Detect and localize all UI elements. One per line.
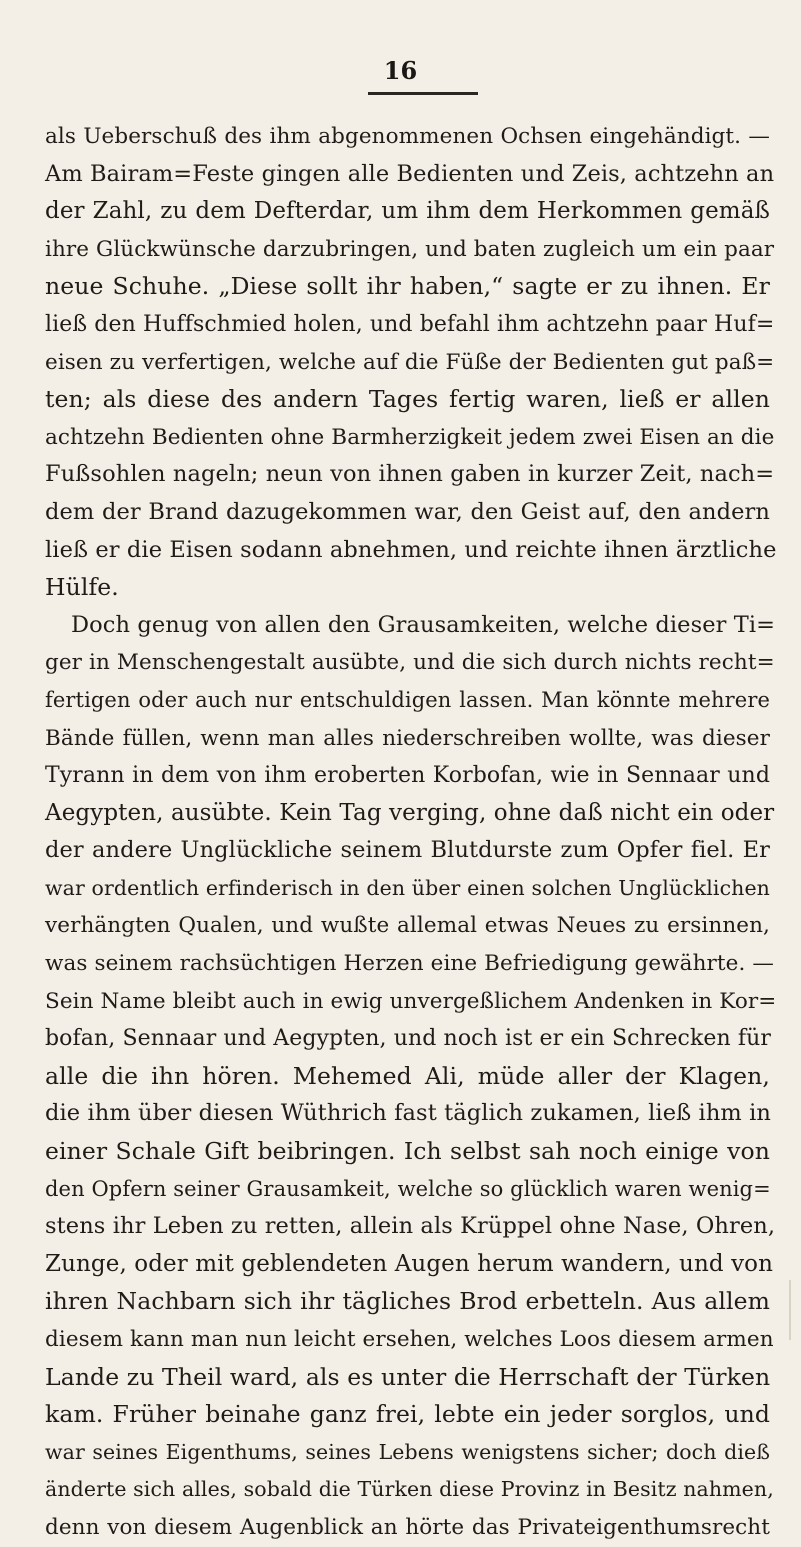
- text-line: Lande zu Theil ward, als es unter die Herrschaft der Türken: [45, 1362, 771, 1391]
- text-line: kam. Früher beinahe ganz frei, lebte ein jeder sorglos, und: [45, 1400, 770, 1429]
- text-line: war seines Eigenthums, seines Lebens wenigstens sicher; doch dieß: [45, 1439, 770, 1464]
- text-line: war ordentlich erfinderisch in den über einen solchen Unglücklichen: [45, 875, 770, 900]
- text-line: was seinem rachsüchtigen Herzen eine Befriedigung gewährte. —: [45, 951, 774, 977]
- text-line: Am Bairam=Feste gingen alle Bedienten und Zeis, achtzehn an: [45, 160, 775, 187]
- text-line: stens ihr Leben zu retten, allein als Krüppel ohne Nase, Ohren,: [45, 1213, 776, 1240]
- text-line: Bände füllen, wenn man alles niederschreiben wollte, was dieser: [45, 725, 770, 751]
- text-line: die ihm über diesen Wüthrich fast täglich zukamen, ließ ihm in: [45, 1100, 771, 1127]
- page-edge-mark: [789, 1280, 791, 1340]
- text-line: dem der Brand dazugekommen war, den Geist auf, den andern: [45, 498, 770, 525]
- text-line: der Zahl, zu dem Defterdar, um ihm dem Herkommen gemäß: [45, 198, 770, 225]
- text-line: ihren Nachbarn sich ihr tägliches Brod erbetteln. Aus allem: [45, 1287, 770, 1316]
- text-line: als Ueberschuß des ihm abgenommenen Ochsen eingehändigt. —: [45, 124, 770, 149]
- header-rule: [368, 92, 478, 95]
- text-line: Zunge, oder mit geblendeten Augen herum wandern, und von: [45, 1250, 774, 1277]
- text-line: bofan, Sennaar und Aegypten, und noch ist er ein Schrecken für: [45, 1026, 772, 1052]
- text-line: den Opfern seiner Grausamkeit, welche so glücklich waren wenig=: [45, 1176, 771, 1201]
- text-line: Doch genug von allen den Grausamkeiten, welche dieser Ti=: [71, 611, 776, 638]
- text-line: verhängten Qualen, und wußte allemal etwas Neues zu ersinnen,: [45, 913, 770, 939]
- text-line: Fußsohlen nageln; neun von ihnen gaben in kurzer Zeit, nach=: [45, 461, 775, 488]
- text-line: Tyrann in dem von ihm eroberten Korbofan, wie in Sennaar und: [45, 763, 770, 789]
- text-line: der andere Unglückliche seinem Blutdurste zum Opfer fiel. Er: [45, 837, 770, 864]
- text-line: Hülfe.: [45, 573, 119, 602]
- text-line: ten; als diese des andern Tages fertig waren, ließ er allen: [45, 385, 770, 414]
- text-line: änderte sich alles, sobald die Türken diese Provinz in Besitz nahmen,: [45, 1477, 774, 1502]
- text-line: ger in Menschengestalt ausübte, und die sich durch nichts recht=: [45, 650, 775, 676]
- text-line: einer Schale Gift beibringen. Ich selbst sah noch einige von: [45, 1137, 770, 1166]
- text-line: ihre Glückwünsche darzubringen, und baten zugleich um ein paar: [45, 236, 775, 262]
- text-line: ließ er die Eisen sodann abnehmen, und reichte ihnen ärztliche: [45, 536, 777, 563]
- body-text: [45, 118, 777, 1547]
- text-line: Aegypten, ausübte. Kein Tag verging, ohne daß nicht ein oder: [45, 799, 775, 826]
- page-number: 16: [383, 56, 418, 85]
- text-line: alle die ihn hören. Mehemed Ali, müde aller der Klagen,: [45, 1061, 770, 1090]
- text-line: fertigen oder auch nur entschuldigen lassen. Man könnte mehrere: [45, 687, 770, 712]
- text-line: denn von diesem Augenblick an hörte das Privateigenthumsrecht: [45, 1514, 770, 1540]
- text-line: diesem kann man nun leicht ersehen, welches Loos diesem armen: [45, 1327, 774, 1352]
- text-line: achtzehn Bedienten ohne Barmherzigkeit jedem zwei Eisen an die: [45, 424, 775, 450]
- text-line: ließ den Huffschmied holen, und befahl ihm achtzehn paar Huf=: [45, 311, 775, 337]
- text-line: eisen zu verfertigen, welche auf die Füße der Bedienten gut paß=: [45, 349, 775, 375]
- text-line: neue Schuhe. „Diese sollt ihr haben,“ sagte er zu ihnen. Er: [45, 272, 770, 301]
- text-line: Sein Name bleibt auch in ewig unvergeßlichem Andenken in Kor=: [45, 988, 777, 1014]
